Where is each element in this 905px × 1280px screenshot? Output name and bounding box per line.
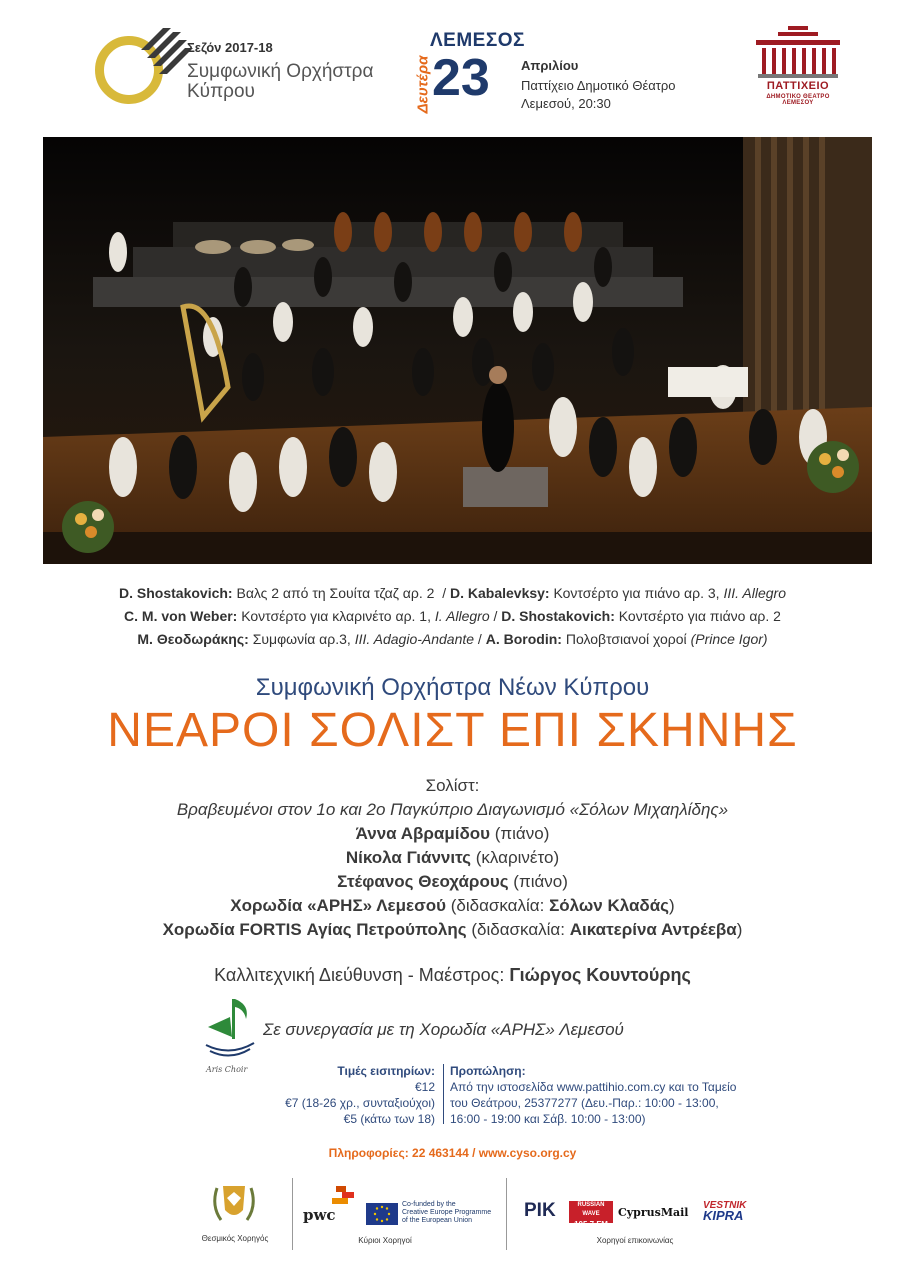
- programme-line-2: [40, 605, 865, 628]
- direction-label: Καλλιτεχνική Διεύθυνση - Μαέστρος:: [214, 965, 510, 985]
- poster-header: [0, 0, 905, 130]
- movement: III. Adagio-Andante: [354, 631, 475, 647]
- work: Συμφωνία αρ.3,: [248, 631, 355, 647]
- theatre-building-icon: [752, 24, 844, 80]
- concert-programme: [40, 582, 865, 651]
- cso-logo: [95, 28, 395, 123]
- ticket-price: €7 (18-26 χρ., συνταξιούχοι): [285, 1096, 435, 1110]
- programme-line-3: [40, 628, 865, 651]
- soloists-section: [80, 774, 825, 942]
- eu-text-line: Creative Europe Programme: [402, 1209, 492, 1216]
- composer: Μ. Θεοδωράκης:: [137, 631, 249, 647]
- vestnik-bottom: KIPRA: [703, 1208, 744, 1223]
- presale-title: Προπώληση:: [450, 1064, 526, 1078]
- pattichio-theatre-logo: [752, 24, 844, 116]
- choir-teacher: Σόλων Κλαδάς: [549, 896, 670, 915]
- choir-teacher-label: (διδασκαλία:: [445, 896, 550, 915]
- cyprus-coat-of-arms-icon: [209, 1180, 259, 1228]
- orchestra-name: [187, 62, 387, 102]
- choir-row: [80, 894, 825, 918]
- pwc-logo-text: pwc: [303, 1206, 336, 1224]
- movement: I. Allegro: [434, 608, 490, 624]
- soloist-role: (πιάνο): [508, 872, 568, 891]
- presale-line: Από την ιστοσελίδα www.pattihio.com.cy και το Ταμείο: [450, 1080, 737, 1094]
- venue: [521, 77, 711, 113]
- work: Κοντσέρτο για πιάνο αρ. 3,: [549, 585, 724, 601]
- day-number: 23: [432, 49, 490, 107]
- theatre-logo-subtitle: ΔΗΜΟΤΙΚΟ ΘΕΑΤΡΟ ΛΕΜΕΣΟΥ: [766, 94, 830, 106]
- main-sponsors-label: Κύριοι Χορηγοί: [358, 1236, 412, 1245]
- institutional-sponsor-label: Θεσμικός Χορηγός: [201, 1234, 269, 1243]
- choir-row: [80, 918, 825, 942]
- presale-line: 16:00 - 19:00 και Σάβ. 10:00 - 13:00): [450, 1112, 646, 1126]
- vestnik-kipra-logo: [703, 1201, 746, 1223]
- eu-cofunded-text: [402, 1201, 492, 1225]
- radio-name: RUSSIAN WAVE: [577, 1202, 605, 1217]
- soloist-row: [80, 870, 825, 894]
- ticket-price: €12: [414, 1080, 435, 1094]
- ticket-divider: [443, 1064, 444, 1124]
- ticket-price: €5 (κάτω των 18): [343, 1112, 435, 1126]
- sponsor-separator: [292, 1178, 293, 1250]
- soloist-role: (πιάνο): [490, 824, 550, 843]
- season-label: Σεζόν 2017-18: [187, 40, 273, 55]
- separator: /: [434, 585, 450, 601]
- event-date-block: [410, 26, 710, 116]
- venue-line1: Παττίχειο Δημοτικό Θέατρο: [521, 78, 676, 93]
- programme-line-1: [40, 582, 865, 605]
- orchestra-stage-illustration: [43, 137, 872, 564]
- composer: A. Borodin:: [485, 631, 562, 647]
- choir-name: Χορωδία FORTIS Αγίας Πετρούπολης: [162, 920, 467, 939]
- communication-sponsors-label: Χορηγοί επικοινωνίας: [596, 1236, 674, 1245]
- composer: D. Shostakovich:: [119, 585, 233, 601]
- sponsors-bar: [0, 1170, 905, 1280]
- eu-flag-icon: [366, 1203, 398, 1225]
- orchestra-name-line1: Συμφωνική Ορχήστρα: [187, 61, 374, 82]
- soloists-heading: Σολίστ:: [425, 776, 480, 795]
- soloist-name: Στέφανος Θεοχάρους: [337, 872, 509, 891]
- presale-line: του Θεάτρου, 25377277 (Δευ.-Παρ.: 10:00 - 13:00,: [450, 1096, 719, 1110]
- movement: (Prince Igor): [690, 631, 768, 647]
- russian-wave-logo: [569, 1201, 613, 1229]
- venue-line2: Λεμεσού, 20:30: [521, 96, 611, 111]
- cyprus-mail-logo: CyprusMail: [618, 1206, 689, 1219]
- ticket-prices-title: Τιμές εισιτηρίων:: [337, 1064, 435, 1078]
- eu-text-line: Co-funded by the: [402, 1201, 456, 1208]
- eu-text-line: of the European Union: [402, 1217, 473, 1224]
- weekday-label: Δευτέρα: [414, 55, 432, 114]
- contact-info: Πληροφορίες: 22 463144 / www.cyso.org.cy: [328, 1146, 577, 1160]
- soloist-role: (κλαρινέτο): [471, 848, 560, 867]
- separator: /: [489, 608, 502, 624]
- composer: C. M. von Weber:: [124, 608, 238, 624]
- soloist-row: [80, 846, 825, 870]
- radio-frequency: 105.7 FM: [574, 1220, 608, 1229]
- collaboration-text: Σε συνεργασία με τη Χορωδία «ΑΡΗΣ» Λεμεσού: [263, 1020, 624, 1039]
- vestnik-top: VESTNIK: [703, 1200, 747, 1211]
- soloist-row: [80, 822, 825, 846]
- city-label: ΛΕΜΕΣΟΣ: [430, 30, 525, 51]
- work: Κοντσέρτο για πιάνο αρ. 2: [614, 608, 781, 624]
- composer: D. Kabalevksy:: [449, 585, 550, 601]
- separator: /: [474, 631, 486, 647]
- soloist-name: Νίκολα Γιάννιτς: [345, 848, 472, 867]
- choir-close: ): [736, 920, 743, 939]
- rik-logo: ΡΙΚ: [524, 1200, 556, 1221]
- choir-teacher: Αικατερίνα Αντρέεβα: [569, 920, 737, 939]
- month-label: Απριλίου: [521, 58, 579, 73]
- choir-name: Χορωδία «ΑΡΗΣ» Λεμεσού: [230, 896, 446, 915]
- conductor-name: Γιώργος Κουντούρης: [509, 965, 691, 985]
- aris-choir-logo-icon: [202, 997, 258, 1067]
- work: Κοντσέρτο για κλαρινέτο αρ. 1,: [237, 608, 435, 624]
- sponsor-separator: [506, 1178, 507, 1250]
- orchestra-name-line2: Κύπρου: [187, 81, 255, 102]
- ticket-prices: [270, 1063, 435, 1127]
- presale-info: [450, 1063, 750, 1127]
- movement: III. Allegro: [723, 585, 786, 601]
- event-title: ΝΕΑΡΟΙ ΣΟΛΙΣΤ ΕΠΙ ΣΚΗΝΗΣ: [107, 704, 798, 757]
- artistic-direction: [0, 965, 905, 986]
- work: Πολοβτσιανοί χοροί: [561, 631, 691, 647]
- soloist-name: Άννα Αβραμίδου: [355, 824, 491, 843]
- soloists-subtitle: Βραβευμένοι στον 1ο και 2ο Παγκύπριο Διαγωνισμό «Σόλων Μιχαηλίδης»: [176, 800, 729, 819]
- pwc-logo-icon: [328, 1186, 356, 1208]
- theatre-logo-name: ΠΑΤΤΙΧΕΙΟ: [766, 80, 830, 92]
- logo-bars-icon: [133, 28, 193, 88]
- orchestra-title: Συμφωνική Ορχήστρα Νέων Κύπρου: [255, 674, 650, 701]
- orchestra-photo: [43, 137, 872, 564]
- aris-choir-logo-label: Aris Choir: [206, 1065, 248, 1074]
- choir-close: ): [669, 896, 675, 915]
- work: Βαλς 2 από τη Σουίτα τζαζ αρ. 2: [232, 585, 435, 601]
- choir-teacher-label: (διδασκαλία:: [466, 920, 570, 939]
- composer: D. Shostakovich:: [501, 608, 615, 624]
